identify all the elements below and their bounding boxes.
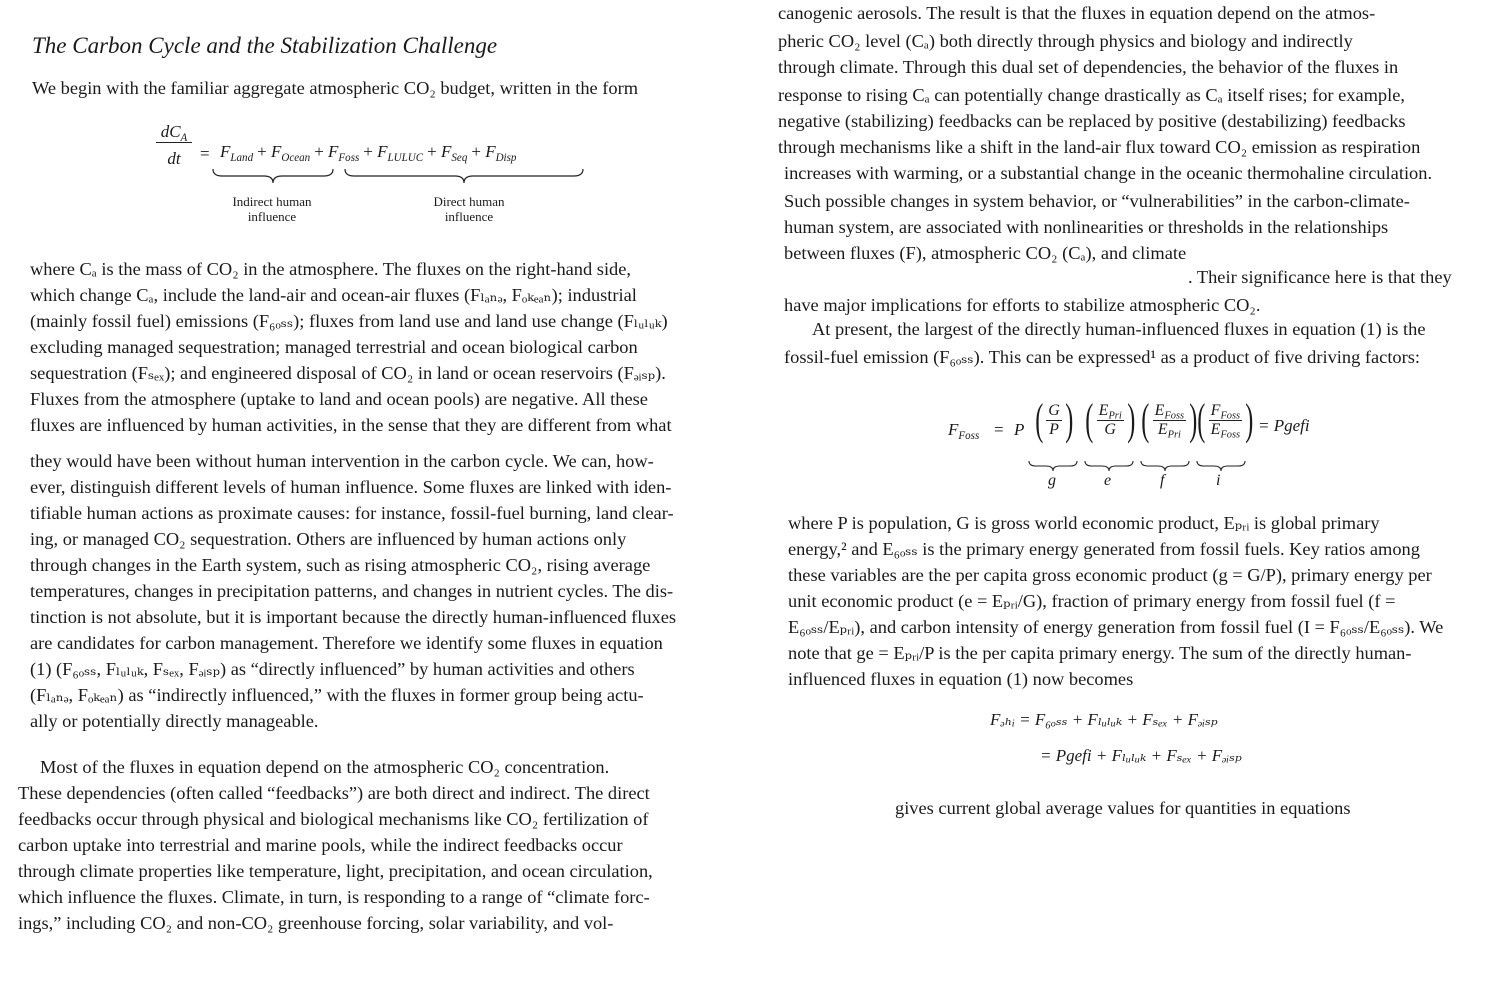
equation-3 [990,710,1310,780]
eq2-lhs: $F_{Foss}$ [948,420,980,442]
text-line: through climate. Through this dual set of dependencies, the behavior of the fluxes in [778,57,1399,77]
eq2-factor-label: g [1048,472,1056,489]
text-line: (mainly fossil fuel) emissions (F₆ₒₛₛ); fluxes from land use and land use change (Fₗᵤₗᵤₖ) [30,311,668,331]
text-line: response to rising Cₐ can potentially change drastically as Cₐ itself rises; for example, [778,85,1405,105]
text-line: Fluxes from the atmosphere (uptake to land and ocean pools) are negative. All these [30,389,648,409]
text-line: negative (stabilizing) feedbacks can be replaced by positive (destabilizing) feedbacks [778,111,1406,131]
eq3-line-2: = Pgefi + Fₗᵤₗᵤₖ + Fₛₑₓ + Fₔᵢₛₚ [1040,746,1242,765]
text-line: . Their significance here is that they [1188,267,1452,287]
eq2-factor-label: i [1216,472,1221,489]
eq2-factor: ( $\frac{G}{P}$ ) [1034,395,1074,444]
text-line: ings,” including CO₂ and non-CO₂ greenhouse forcing, solar variability, and vol- [18,913,614,933]
text-line: through climate properties like temperature, light, precipitation, and ocean circulation, [18,861,653,881]
text-line: carbon uptake into terrestrial and marine pools, while the indirect feedbacks occur [18,835,623,855]
final-line: gives current global average values for quantities in equations [895,798,1351,818]
text-line: (1) (F₆ₒₛₛ, Fₗᵤₗᵤₖ, Fₛₑₓ, Fₔᵢₛₚ) as “directly influenced” by human activities and others [30,659,635,679]
text-line: fossil-fuel emission (F₆ₒₛₛ). This can be expressed¹ as a product of five driving factors: [784,347,1421,367]
text-line: tifiable human actions as proximate causes: for instance, fossil-fuel burning, land clear- [30,503,674,523]
eq2-brace [1140,460,1190,472]
text-line: these variables are the per capita gross economic product (g = G/P), primary energy per [788,565,1432,585]
eq1-term: + $F_{Ocean}$ [257,142,311,164]
text-line: excluding managed sequestration; managed terrestrial and ocean biological carbon [30,337,638,357]
eq2-p: P [1014,420,1025,439]
text-line: where Cₐ is the mass of CO₂ in the atmosphere. The fluxes on the right-hand side, [30,259,632,279]
text-line: E₆ₒₛₛ/Eₚᵣᵢ), and carbon intensity of energy generation from fossil fuel (I = F₆ₒₛₛ/E₆ₒₛₛ). We [788,617,1444,637]
eq2-factor: ( $\frac{E_{Foss}}{E_{Pri}}$ ) [1141,395,1198,444]
eq2-rhs: = Pgefi [1258,416,1310,435]
eq1-lhs-denominator: dt [167,149,181,168]
text-line: Such possible changes in system behavior, or “vulnerabilities” in the carbon-climate- [784,191,1410,211]
text-line: where P is population, G is gross world economic product, Eₚᵣᵢ is global primary [788,513,1380,533]
text-line: pheric CO₂ level (Cₐ) both directly through physics and biology and indirectly [778,31,1353,51]
text-line: influenced fluxes in equation (1) now becomes [788,669,1134,689]
text-line: which change Cₐ, include the land-air and ocean-air fluxes (Fₗₐₙₔ, Fₒₖₑₐₙ); industrial [30,285,637,305]
text-line: energy,² and E₆ₒₛₛ is the primary energy generated from fossil fuels. Key ratios among [788,539,1420,559]
eq1-term: + $F_{LULUC}$ [363,142,424,164]
eq1-term: + $F_{Disp}$ [471,142,517,164]
eq2-brace [1084,460,1134,472]
eq1-terms [220,142,520,162]
eq1-term: $F_{Land}$ [220,142,254,164]
intro-line: We begin with the familiar aggregate atmospheric CO₂ budget, written in the form [32,78,639,98]
text-line: These dependencies (often called “feedbacks”) are both direct and indirect. The direct [18,783,650,803]
equation-2 [948,395,1348,498]
eq1-term: + $F_{Foss}$ [314,142,360,164]
equation-1 [156,122,596,232]
eq1-brace-direct [344,168,584,184]
text-line: ally or potentially directly manageable. [30,711,319,731]
eq1-equals: = [200,144,210,163]
eq2-factor-label: e [1104,472,1112,489]
text-line: ever, distinguish different levels of human influence. Some fluxes are linked with iden- [30,477,672,497]
text-line: temperatures, changes in precipitation patterns, and changes in nutrient cycles. The dis- [30,581,674,601]
text-line: At present, the largest of the directly human-influenced fluxes in equation (1) is the [812,319,1426,339]
eq2-factors [1026,395,1254,444]
text-line: Most of the fluxes in equation depend on the atmospheric CO₂ concentration. [40,757,610,777]
eq2-factor: ( $\frac{F_{Foss}}{E_{Foss}}$ ) [1197,395,1254,444]
eq1-brace-indirect [212,168,334,184]
eq1-label-direct: Direct human influence [433,194,505,224]
text-line: have major implications for efforts to stabilize atmospheric CO₂. [784,295,1261,315]
text-line: are candidates for carbon management. Therefore we identify some fluxes in equation [30,633,663,653]
text-line: canogenic aerosols. The result is that the fluxes in equation depend on the atmos- [778,3,1376,23]
text-line: tinction is not absolute, but it is important because the directly human-influenced fluxes [30,607,677,627]
eq1-lhs-numerator: $dC_A$ [156,122,192,143]
eq1-term: + $F_{Seq}$ [427,142,468,164]
text-line: feedbacks occur through physical and biological mechanisms like CO₂ fertilization of [18,809,649,829]
eq2-brace [1028,460,1078,472]
text-line: through mechanisms like a shift in the land-air flux toward CO₂ emission as respiration [778,137,1421,157]
text-line: which influence the fluxes. Climate, in turn, is responding to a range of “climate forc- [18,887,650,907]
text-line: note that ge = Eₚᵣᵢ/P is the per capita primary energy. The sum of the directly human- [788,643,1412,663]
text-line: between fluxes (F), atmospheric CO₂ (Cₐ), and climate [784,243,1187,263]
text-line: sequestration (Fₛₑₓ); and engineered disposal of CO₂ in land or ocean reservoirs (Fₔᵢₛₚ). [30,363,666,383]
text-line: unit economic product (e = Eₚᵣᵢ/G), fraction of primary energy from fossil fuel (f = [788,591,1396,611]
text-line: human system, are associated with nonlinearities or thresholds in the relationships [784,217,1389,237]
text-line: (Fₗₐₙₔ, Fₒₖₑₐₙ) as “indirectly influenced,” with the fluxes in former group being actu- [30,685,644,705]
eq2-factor: ( $\frac{E_{Pri}}{G}$ ) [1085,395,1136,444]
eq3-line-1: Fₔₕᵢ = F₆ₒₛₛ + Fₗᵤₗᵤₖ + Fₛₑₓ + Fₔᵢₛₚ [990,710,1218,729]
text-line: fluxes are influenced by human activities, in the sense that they are different from what [30,415,672,435]
eq1-label-indirect: Indirect human influence [232,194,312,224]
text-line: they would have been without human intervention in the carbon cycle. We can, how- [30,451,654,471]
eq2-factor-label: f [1160,472,1165,489]
eq2-brace [1196,460,1246,472]
eq2-equals: = [994,420,1004,439]
text-line: ing, or managed CO₂ sequestration. Others are influenced by human actions only [30,529,627,549]
text-line: through changes in the Earth system, such as rising atmospheric CO₂, rising average [30,555,651,575]
section-title: The Carbon Cycle and the Stabilization Challenge [32,33,498,58]
text-line: increases with warming, or a substantial change in the oceanic thermohaline circulation. [784,163,1433,183]
